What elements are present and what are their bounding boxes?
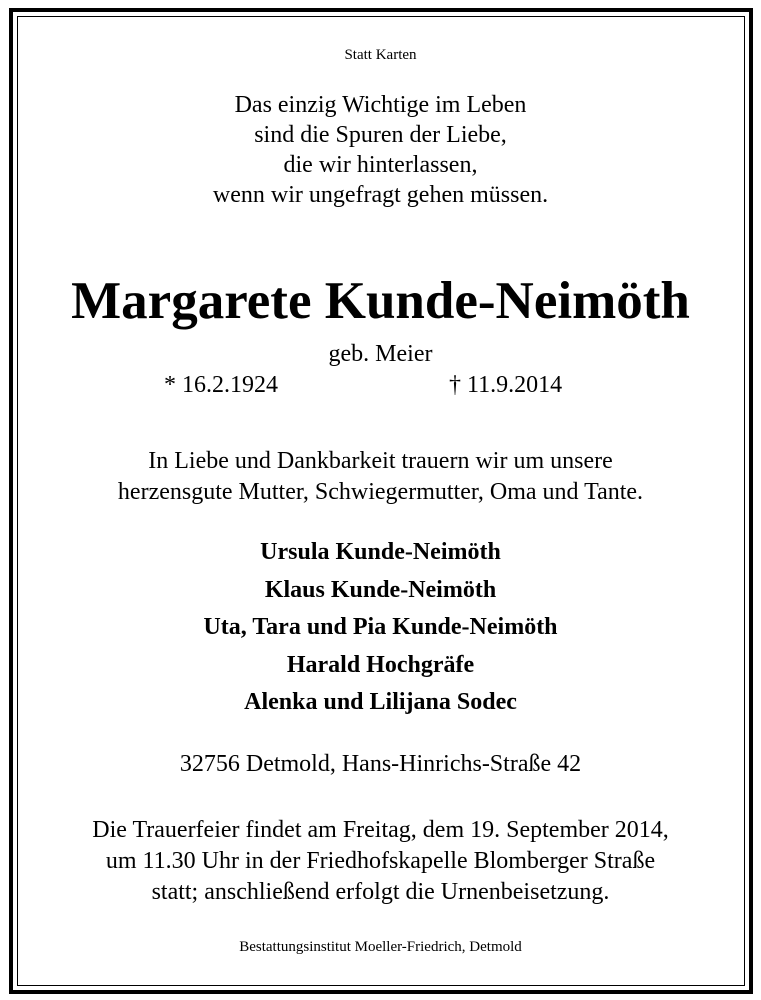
- ceremony-line: um 11.30 Uhr in der Friedhofskapelle Blomberger Straße: [105, 848, 656, 874]
- maiden-name: geb. Meier: [328, 341, 433, 367]
- mourner-name: Uta, Tara und Pia Kunde-Neimöth: [203, 614, 558, 640]
- deceased-name: Margarete Kunde-Neimöth: [71, 272, 690, 330]
- family-address: 32756 Detmold, Hans-Hinrichs-Straße 42: [179, 751, 582, 777]
- verse-line: wenn wir ungefragt gehen müssen.: [212, 182, 549, 208]
- mourning-text: [0, 446, 761, 508]
- header-label: Statt Karten: [344, 47, 417, 63]
- ceremony-details: [0, 815, 761, 908]
- memorial-verse: [0, 90, 761, 210]
- death-date: † 11.9.2014: [449, 372, 563, 398]
- verse-line: sind die Spuren der Liebe,: [254, 122, 507, 148]
- mourning-line: In Liebe und Dankbarkeit trauern wir um unsere: [148, 448, 613, 474]
- birth-date: * 16.2.1924: [164, 372, 278, 398]
- verse-line: die wir hinterlassen,: [283, 152, 478, 178]
- mourners-list: [0, 534, 761, 722]
- mourning-line: herzensgute Mutter, Schwiegermutter, Oma und Tante.: [117, 479, 644, 505]
- mourner-name: Ursula Kunde-Neimöth: [260, 539, 501, 565]
- mourner-name: Alenka und Lilijana Sodec: [244, 689, 517, 715]
- verse-line: Das einzig Wichtige im Leben: [234, 92, 527, 118]
- ceremony-line: statt; anschließend erfolgt die Urnenbeisetzung.: [151, 879, 610, 905]
- funeral-home: Bestattungsinstitut Moeller-Friedrich, Detmold: [239, 939, 522, 955]
- mourner-name: Klaus Kunde-Neimöth: [264, 576, 497, 603]
- mourner-name: Harald Hochgräfe: [286, 651, 475, 678]
- ceremony-line: Die Trauerfeier findet am Freitag, dem 19. September 2014,: [92, 817, 669, 843]
